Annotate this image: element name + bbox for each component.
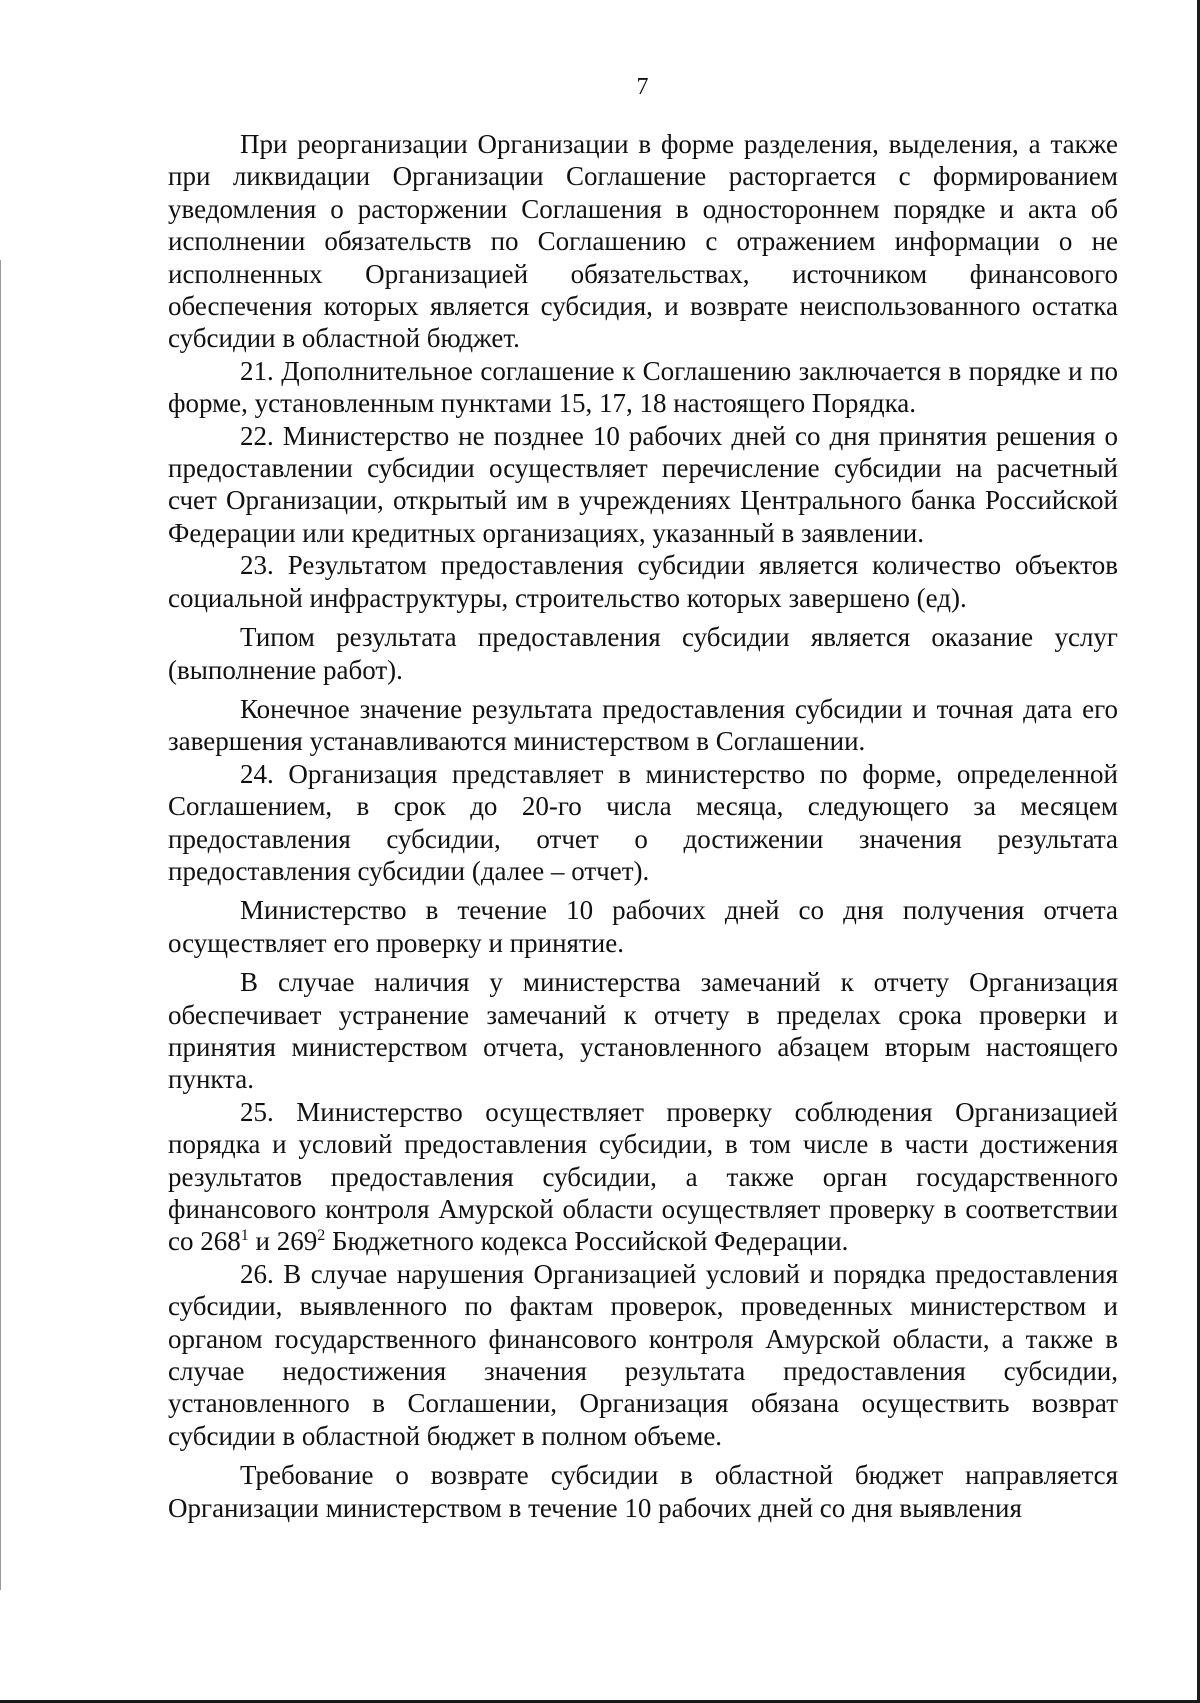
article-268: 268 xyxy=(200,1226,241,1257)
paragraph-result-type: Типом результата предоставления субсидии является оказание услуг (выполнение работ). xyxy=(168,622,1118,685)
article-269-superscript: 2 xyxy=(317,1227,326,1245)
paragraph-25 xyxy=(168,1096,1118,1258)
paragraph-21: 21. Дополнительное соглашение к Соглашению заключается в порядке и по форме, установленным пунктами 15, 17, 18 настоящего Порядка. xyxy=(168,355,1118,419)
paragraph-25-text: 25. Министерство осуществляет проверку соблюдения Организацией порядка и условий предоставления субсидии, в том числе в части достижения результатов предоставления субсидии, а также орган государственного финансового контроля Амурской области осуществляет проверку в соответствии со xyxy=(168,1096,1118,1257)
article-269: 269 xyxy=(276,1226,318,1257)
paragraph-reorganization: При реорганизации Организации в форме разделения, выделения, а также при ликвидации Организации Соглашение расторгается с формированием уведомления о расторжении Соглашения в одностороннем порядке и акта об исполнении обязательств по Соглашению с отражением информации о не исполненных Организацией обязательствах, источником финансового обеспечения которых является субсидия, и возврате неиспользованного остатка субсидии в областной бюджет. xyxy=(168,129,1118,354)
page-number: 7 xyxy=(636,74,649,100)
document-body xyxy=(168,128,1118,1524)
paragraph-26: 26. В случае нарушения Организацией условий и порядка предоставления субсидии, выявленного по фактам проверок, проведенных министерством и органом государственного финансового контроля Амурской области, а также в случае недостижения значения результата предоставления субсидии, установленного в Соглашении, Организация обязана осуществить возврат субсидии в областной бюджет в полном объеме. xyxy=(168,1258,1118,1451)
paragraph-report-check: Министерство в течение 10 рабочих дней со дня получения отчета осуществляет его проверку и принятие. xyxy=(168,895,1118,958)
conjunction: и xyxy=(255,1226,270,1257)
article-268-superscript: 1 xyxy=(240,1227,249,1245)
paragraph-24: 24. Организация представляет в министерство по форме, определенной Соглашением, в срок до 20-го числа месяца, следующего за месяцем предоставления субсидии, отчет о достижении значения результата предоставления субсидии (далее – отчет). xyxy=(168,758,1118,886)
paragraph-23: 23. Результатом предоставления субсидии является количество объектов социальной инфраструктуры, строительство которых завершено (ед). xyxy=(168,550,1118,613)
paragraph-22: 22. Министерство не позднее 10 рабочих дней со дня принятия решения о предоставлении субсидии осуществляет перечисление субсидии на расчетный счет Организации, открытый им в учреждениях Центрального банка Российской Федерации или кредитных организациях, указанный в заявлении. xyxy=(168,420,1118,548)
scan-left-edge xyxy=(0,260,1,1590)
paragraph-remarks: В случае наличия у министерства замечаний к отчету Организация обеспечивает устранение замечаний к отчету в пределах срока проверки и принятия министерством отчета, установленного абзацем вторым настоящего пункта. xyxy=(168,967,1118,1095)
budget-code-reference: Бюджетного кодекса Российской Федерации. xyxy=(331,1226,849,1257)
paragraph-final-value: Конечное значение результата предоставления субсидии и точная дата его завершения устанавливаются министерством в Соглашении. xyxy=(168,693,1118,757)
paragraph-refund-demand: Требование о возврате субсидии в областной бюджет направляется Организации министерством в течение 10 рабочих дней со дня выявления xyxy=(168,1460,1118,1523)
